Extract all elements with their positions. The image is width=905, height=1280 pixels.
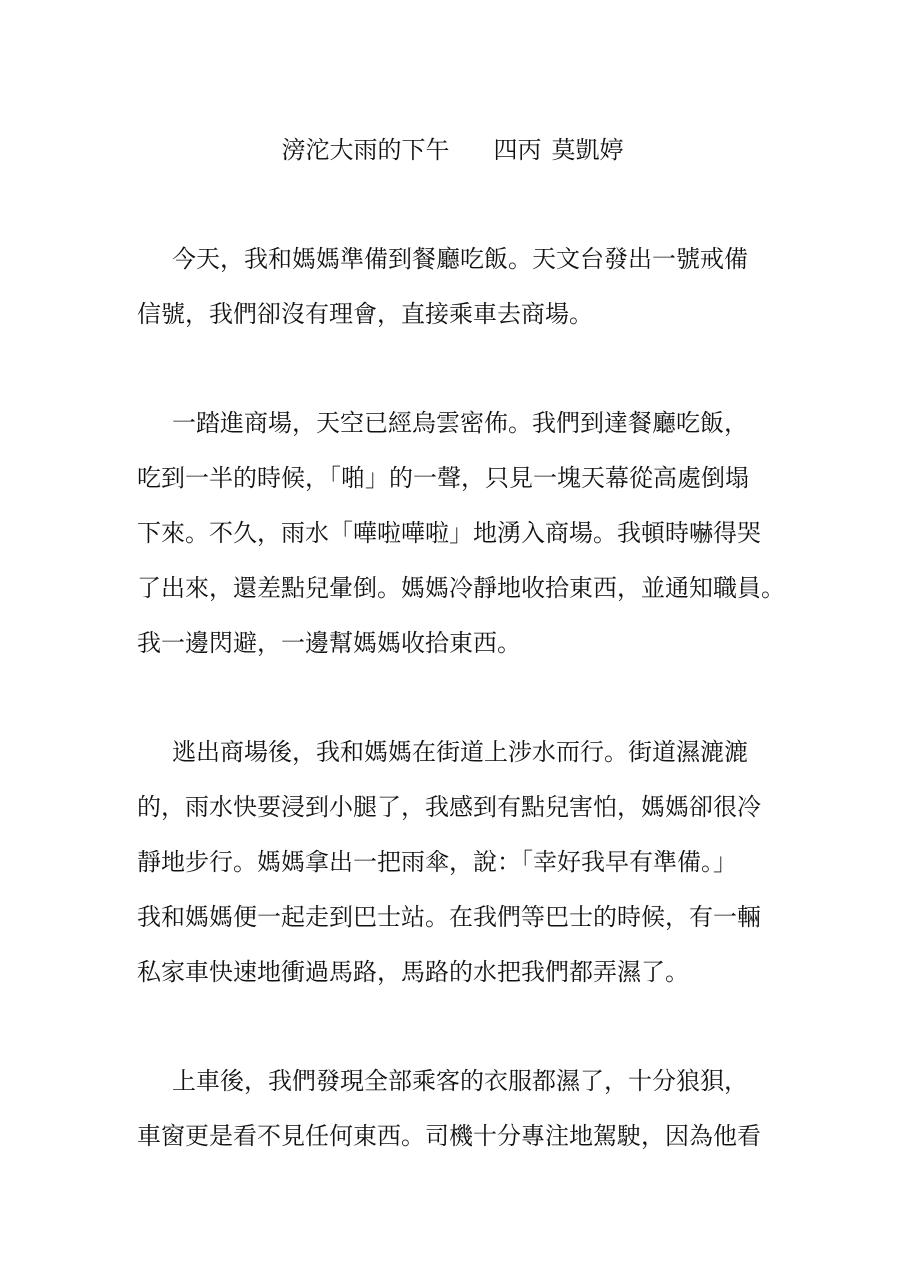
paragraph-line: 車窗更是看不見任何東西。司機十分專注地駕駛，因為他看 xyxy=(137,1122,761,1150)
author-name: 莫凱婷 xyxy=(551,136,624,164)
class-name: 四丙 xyxy=(493,136,542,164)
paragraph-line: 下來。不久，雨水「嘩啦嘩啦」地湧入商場。我頓時嚇得哭 xyxy=(137,519,761,547)
paragraph-line: 一踏進商場，天空已經烏雲密佈。我們到達餐廳吃飯， xyxy=(172,409,748,437)
paragraph-line: 吃到一半的時候，「啪」的一聲，只見一塊天幕從高處倒塌 xyxy=(137,464,749,492)
paragraph-line: 靜地步行。媽媽拿出一把雨傘，說：「幸好我早有準備。」 xyxy=(137,848,737,876)
paragraph-line: 私家車快速地衝過馬路，馬路的水把我們都弄濕了。 xyxy=(137,958,689,986)
paragraph-line: 我一邊閃避，一邊幫媽媽收拾東西。 xyxy=(137,629,521,657)
paragraph-line: 今天，我和媽媽準備到餐廳吃飯。天文台發出一號戒備 xyxy=(172,245,748,273)
paragraph-line: 了出來，還差點兒暈倒。媽媽冷靜地收拾東西，並通知職員。 xyxy=(137,574,785,602)
paragraph-line: 的，雨水快要浸到小腿了，我感到有點兒害怕，媽媽卻很冷 xyxy=(137,793,761,821)
paragraph-line: 信號，我們卻沒有理會，直接乘車去商場。 xyxy=(137,300,593,328)
essay-title: 滂沱大雨的下午 xyxy=(281,136,450,164)
essay-title-line xyxy=(0,133,905,167)
paragraph-line: 我和媽媽便一起走到巴士站。在我們等巴士的時候，有一輛 xyxy=(137,903,761,931)
paragraph-line: 上車後，我們發現全部乘客的衣服都濕了，十分狼狽， xyxy=(172,1067,748,1095)
paragraph-line: 逃出商場後，我和媽媽在街道上涉水而行。街道濕漉漉 xyxy=(172,738,748,766)
